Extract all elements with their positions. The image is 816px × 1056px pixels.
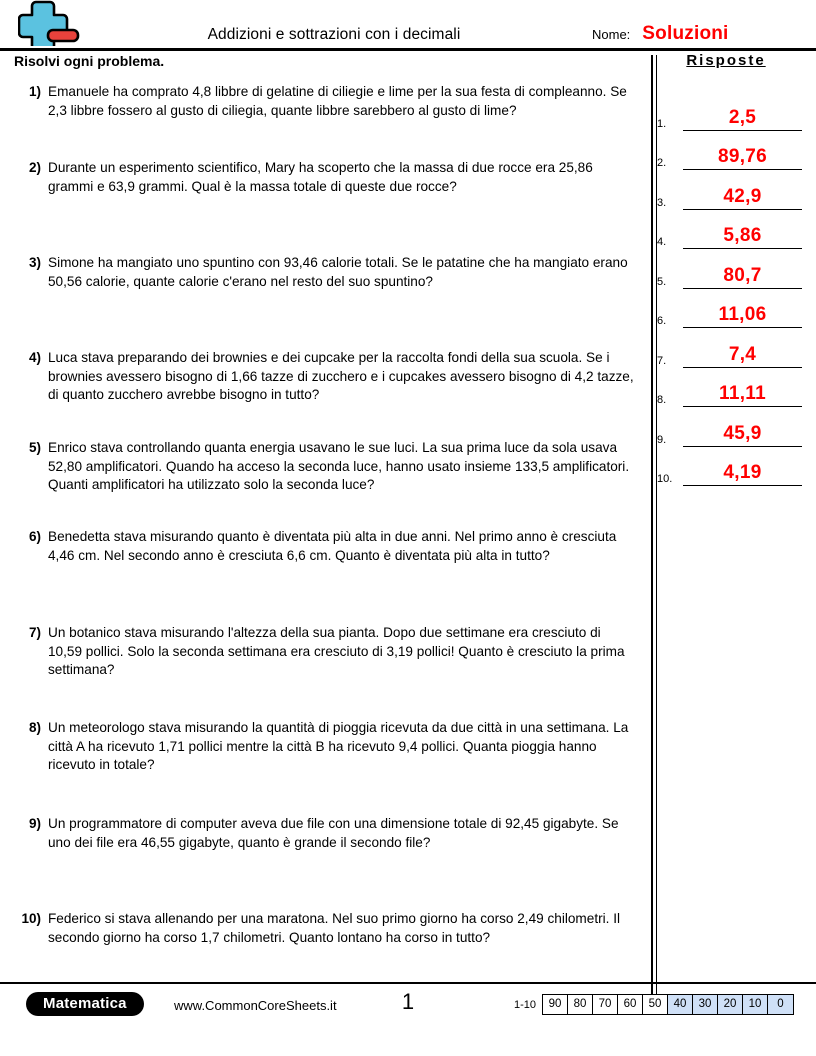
scale-cell: 50 bbox=[643, 995, 668, 1014]
page-footer bbox=[14, 984, 802, 1036]
question-item bbox=[14, 439, 637, 528]
site-url: www.CommonCoreSheets.it bbox=[174, 998, 337, 1013]
question-text: Federico si stava allenando per una maratona. Nel suo primo giorno ha corso 2,49 chilometri. Il secondo giorno ha corso 1,7 chilometri. Quanto lontano ha corso in tutto? bbox=[48, 911, 620, 945]
question-number: 4) bbox=[28, 350, 41, 365]
answer-row bbox=[657, 210, 802, 250]
question-item bbox=[14, 83, 637, 159]
scale-cell: 0 bbox=[768, 995, 793, 1014]
answer-number: 4. bbox=[657, 236, 667, 248]
question-text: Un meteorologo stava misurando la quantità di pioggia ricevuta da due città in una settimana. La città A ha ricevuto 1,71 pollici mentre la città B ha ricevuto 9,4 pollici. Quanta pioggia hanno ricevuto in totale? bbox=[48, 720, 629, 772]
answer-number: 1. bbox=[657, 117, 667, 130]
name-value: Soluzioni bbox=[642, 23, 729, 44]
answer-line[interactable] bbox=[683, 462, 802, 486]
page-number: 1 bbox=[401, 989, 415, 1014]
scale-cell: 90 bbox=[543, 995, 568, 1014]
answer-value: 45,9 bbox=[723, 422, 762, 444]
worksheet-body bbox=[14, 77, 802, 982]
questions-column bbox=[14, 77, 637, 982]
answer-row bbox=[657, 447, 802, 487]
question-item bbox=[14, 528, 637, 624]
question-item bbox=[14, 815, 637, 910]
answer-row bbox=[657, 289, 802, 329]
page-header bbox=[14, 0, 802, 48]
name-label: Nome: bbox=[592, 27, 631, 42]
question-number: 3) bbox=[28, 255, 41, 270]
question-number: 9) bbox=[28, 816, 41, 831]
question-number: 1) bbox=[28, 84, 41, 99]
answer-value: 11,11 bbox=[719, 383, 766, 404]
subheader-row bbox=[14, 51, 802, 77]
question-text: Enrico stava controllando quanta energia usavano le sue luci. La sua prima luce da sola usava 52,80 amplificatori. Quando ha acceso la seconda luce, hanno usato insieme 133,5 amplificatori. Quanti amplificatori ha utilizzato solo la seconda luce? bbox=[48, 440, 630, 492]
answer-value: 89,76 bbox=[717, 146, 768, 167]
answer-line[interactable] bbox=[683, 265, 802, 289]
question-text: Simone ha mangiato uno spuntino con 93,46 calorie totali. Se le patatine che ha mangiato erano 50,56 calorie, quante calorie c'erano nel resto del suo spuntino? bbox=[48, 255, 628, 289]
answer-line[interactable] bbox=[683, 186, 802, 210]
answer-line[interactable] bbox=[683, 423, 802, 447]
answer-row bbox=[657, 328, 802, 368]
answer-value: 4,19 bbox=[723, 462, 762, 483]
answer-row bbox=[657, 249, 802, 289]
answer-value: 5,86 bbox=[723, 225, 762, 246]
answers-column bbox=[637, 77, 802, 982]
question-item bbox=[14, 624, 637, 719]
answer-row bbox=[657, 91, 802, 131]
answer-value: 11,06 bbox=[718, 304, 767, 325]
answer-number: 10. bbox=[657, 473, 673, 485]
page-title: Addizioni e sottrazioni con i decimali bbox=[207, 26, 461, 43]
question-number: 10) bbox=[21, 911, 41, 926]
answer-row bbox=[657, 368, 802, 408]
answer-number: 3. bbox=[657, 196, 667, 209]
answer-value: 42,9 bbox=[723, 185, 762, 207]
question-item bbox=[14, 349, 637, 439]
question-text: Un programmatore di computer aveva due file con una dimensione totale di 92,45 gigabyte. Se uno dei file era 46,55 gigabyte, quanto è grande il secondo file? bbox=[48, 816, 619, 850]
answer-line[interactable] bbox=[683, 225, 802, 249]
answer-line[interactable] bbox=[683, 304, 802, 328]
answer-number: 5. bbox=[657, 275, 667, 288]
scale-label: 1-10 bbox=[513, 998, 536, 1011]
answer-number: 6. bbox=[657, 315, 667, 327]
question-text: Benedetta stava misurando quanto è diventata più alta in due anni. Nel primo anno è cresciuta 4,46 cm. Nel secondo anno è cresciuta 6,6 cm. Quanto è diventata più alta in tutto? bbox=[48, 529, 617, 563]
answers-heading: Risposte bbox=[686, 52, 766, 69]
answer-line[interactable] bbox=[683, 344, 802, 368]
plus-minus-icon bbox=[18, 0, 80, 46]
instruction-text: Risolvi ogni problema. bbox=[14, 53, 165, 69]
answer-value: 2,5 bbox=[728, 106, 757, 128]
grading-scale bbox=[514, 994, 794, 1015]
brand-badge: Matematica bbox=[26, 992, 144, 1016]
scale-cell: 80 bbox=[568, 995, 593, 1014]
answer-row bbox=[657, 407, 802, 447]
scale-cell: 20 bbox=[718, 995, 743, 1014]
scale-cell: 60 bbox=[618, 995, 643, 1014]
answer-line[interactable] bbox=[683, 107, 802, 131]
answer-row bbox=[657, 170, 802, 210]
question-number: 8) bbox=[28, 720, 41, 735]
question-item bbox=[14, 910, 637, 947]
scale-cells bbox=[542, 994, 794, 1015]
answer-line[interactable] bbox=[683, 146, 802, 170]
scale-cell: 70 bbox=[593, 995, 618, 1014]
question-item bbox=[14, 254, 637, 349]
question-item bbox=[14, 159, 637, 254]
question-number: 2) bbox=[28, 160, 41, 175]
scale-cell: 10 bbox=[743, 995, 768, 1014]
scale-cell: 30 bbox=[693, 995, 718, 1014]
answer-value: 80,7 bbox=[723, 264, 762, 286]
question-number: 5) bbox=[28, 440, 41, 455]
answer-number: 8. bbox=[657, 394, 667, 406]
question-text: Un botanico stava misurando l'altezza della sua pianta. Dopo due settimane era cresciuto di 10,59 pollici. Solo la seconda settimana era cresciuto di 3,19 pollici! Quanto è cresciuto la prima settimana? bbox=[48, 625, 625, 677]
answer-number: 2. bbox=[657, 157, 667, 169]
question-number: 7) bbox=[28, 625, 41, 640]
question-item bbox=[14, 719, 637, 815]
column-divider bbox=[651, 55, 657, 997]
answer-number: 9. bbox=[657, 433, 667, 446]
question-number: 6) bbox=[28, 529, 41, 544]
scale-cell: 40 bbox=[668, 995, 693, 1014]
answer-value: 7,4 bbox=[728, 343, 757, 365]
question-text: Luca stava preparando dei brownies e dei cupcake per la raccolta fondi della sua scuola. Se i brownies avessero bisogno di 1,66 tazze di zucchero e i cupcakes avessero bisogno di 4,2 tazze, di quanto zucchero avrebbe bisogno in tutto? bbox=[48, 350, 634, 402]
question-text: Durante un esperimento scientifico, Mary ha scoperto che la massa di due rocce era 25,86 grammi e 63,9 grammi. Qual è la massa totale di queste due rocce? bbox=[48, 160, 593, 194]
answer-row bbox=[657, 131, 802, 171]
question-text: Emanuele ha comprato 4,8 libbre di gelatine di ciliegie e lime per la sua festa di compleanno. Se 2,3 libbre fossero al gusto di ciliegia, quante libbre sarebbero al gusto di lime? bbox=[48, 84, 627, 118]
answer-number: 7. bbox=[657, 354, 667, 367]
answer-line[interactable] bbox=[683, 383, 802, 407]
